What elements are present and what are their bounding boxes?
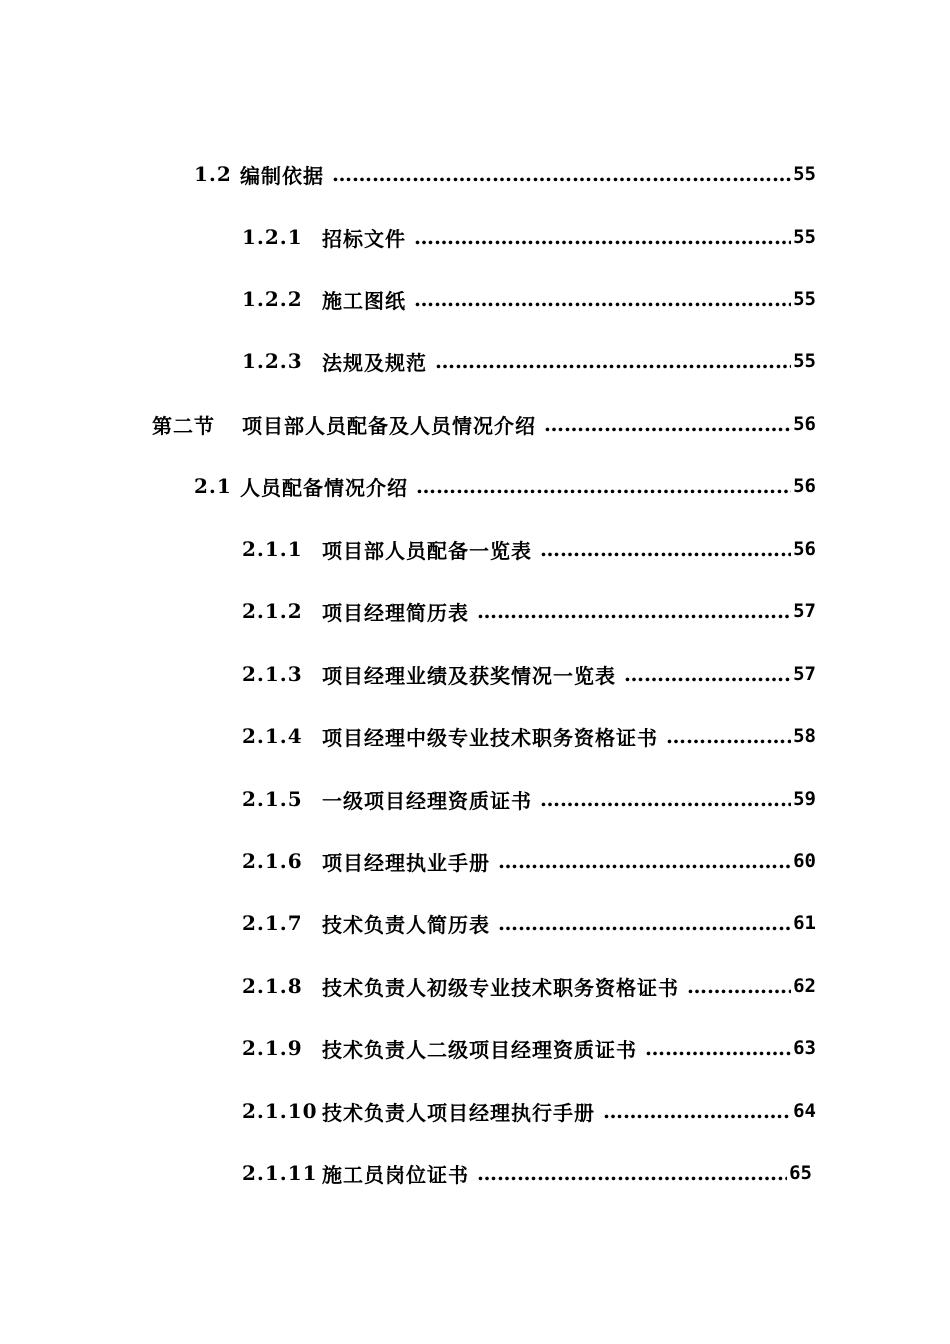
toc-entry-number: 2.1.6 <box>242 849 303 873</box>
toc-entry[interactable] <box>242 846 816 876</box>
toc-entry-title: 技术负责人项目经理执行手册 <box>322 1100 595 1125</box>
toc-entry[interactable] <box>242 596 816 626</box>
toc-entry-title: 招标文件 <box>322 226 406 251</box>
toc-entry-page: 55 <box>793 350 816 372</box>
toc-entry[interactable] <box>242 721 816 751</box>
toc-entry-number: 2.1.5 <box>242 787 303 811</box>
toc-entry-page: 55 <box>793 288 816 310</box>
toc-entry[interactable] <box>242 1033 816 1063</box>
toc-entry-number: 1.2.3 <box>242 349 303 373</box>
toc-entry-page: 56 <box>793 475 816 497</box>
toc-leader-dots <box>540 787 791 811</box>
toc-entry[interactable] <box>242 1158 812 1188</box>
toc-entry-title: 技术负责人二级项目经理资质证书 <box>322 1037 637 1062</box>
toc-entry-number: 2.1.9 <box>242 1036 303 1060</box>
toc-leader-dots <box>332 162 791 186</box>
toc-leader-dots <box>544 412 791 436</box>
toc-entry[interactable] <box>242 659 816 689</box>
toc-entry-title: 项目经理业绩及获奖情况一览表 <box>322 663 616 688</box>
toc-entry-page: 57 <box>793 600 816 622</box>
toc-leader-dots <box>414 287 791 311</box>
toc-entry-page: 55 <box>793 163 816 185</box>
toc-entry-number: 2.1.4 <box>242 724 303 748</box>
toc-leader-dots <box>603 1099 791 1123</box>
toc-entry-page: 63 <box>793 1037 816 1059</box>
toc-leader-dots <box>540 537 791 561</box>
toc-entry-title: 施工员岗位证书 <box>322 1162 469 1187</box>
toc-entry-title: 项目经理中级专业技术职务资格证书 <box>322 725 658 750</box>
toc-entry[interactable] <box>242 284 816 314</box>
toc-entry[interactable] <box>194 159 816 189</box>
toc-leader-dots <box>477 1161 787 1185</box>
toc-entry-title: 项目部人员配备一览表 <box>322 538 532 563</box>
toc-entry-title: 技术负责人简历表 <box>322 912 490 937</box>
toc-entry-page: 62 <box>793 975 816 997</box>
toc-leader-dots <box>477 599 791 623</box>
toc-entry-number: 2.1.8 <box>242 974 303 998</box>
toc-leader-dots <box>645 1036 791 1060</box>
toc-leader-dots <box>624 662 791 686</box>
toc-leader-dots <box>498 849 791 873</box>
toc-entry-title: 一级项目经理资质证书 <box>322 788 532 813</box>
toc-entry-page: 64 <box>793 1100 816 1122</box>
toc-entry-number: 2.1.2 <box>242 599 303 623</box>
toc-entry-number: 1.2 <box>194 162 232 186</box>
toc-entry[interactable] <box>242 908 816 938</box>
toc-entry-number: 1.2.1 <box>242 225 303 249</box>
toc-leader-dots <box>498 911 791 935</box>
toc-entry[interactable] <box>242 971 816 1001</box>
toc-entry-number: 2.1.1 <box>242 537 303 561</box>
toc-entry-page: 56 <box>793 413 816 435</box>
toc-entry-number: 2.1.10 <box>242 1099 318 1123</box>
toc-leader-dots <box>416 474 791 498</box>
toc-entry-number: 2.1.3 <box>242 662 303 686</box>
toc-entry[interactable] <box>242 346 816 376</box>
toc-entry-number: 第二节 <box>152 413 215 438</box>
toc-entry-page: 59 <box>793 788 816 810</box>
toc-leader-dots <box>435 349 791 373</box>
toc-entry[interactable] <box>194 471 816 501</box>
toc-entry[interactable] <box>242 1096 816 1126</box>
toc-entry-number: 2.1.11 <box>242 1161 318 1185</box>
toc-entry-page: 55 <box>793 226 816 248</box>
toc-entry-title: 法规及规范 <box>322 350 427 375</box>
toc-entry-page: 56 <box>793 538 816 560</box>
toc-entry-number: 2.1 <box>194 474 232 498</box>
toc-entry-title: 人员配备情况介绍 <box>240 475 408 500</box>
toc-entry[interactable] <box>242 784 816 814</box>
toc-entry-title: 施工图纸 <box>322 288 406 313</box>
toc-leader-dots <box>414 225 791 249</box>
toc-entry-title: 项目经理执业手册 <box>322 850 490 875</box>
toc-leader-dots <box>687 974 791 998</box>
toc-leader-dots <box>666 724 791 748</box>
toc-entry-page: 57 <box>793 663 816 685</box>
toc-entry-title: 项目经理简历表 <box>322 600 469 625</box>
toc-entry-title: 项目部人员配备及人员情况介绍 <box>242 413 536 438</box>
toc-entry[interactable] <box>152 409 816 439</box>
toc-entry-page: 65 <box>789 1162 812 1184</box>
toc-entry-page: 60 <box>793 850 816 872</box>
toc-entry-page: 61 <box>793 912 816 934</box>
toc-entry[interactable] <box>242 534 816 564</box>
toc-entry[interactable] <box>242 222 816 252</box>
toc-entry-number: 2.1.7 <box>242 911 303 935</box>
toc-entry-title: 技术负责人初级专业技术职务资格证书 <box>322 975 679 1000</box>
toc-entry-number: 1.2.2 <box>242 287 303 311</box>
toc-entry-title: 编制依据 <box>240 163 324 188</box>
toc-entry-page: 58 <box>793 725 816 747</box>
